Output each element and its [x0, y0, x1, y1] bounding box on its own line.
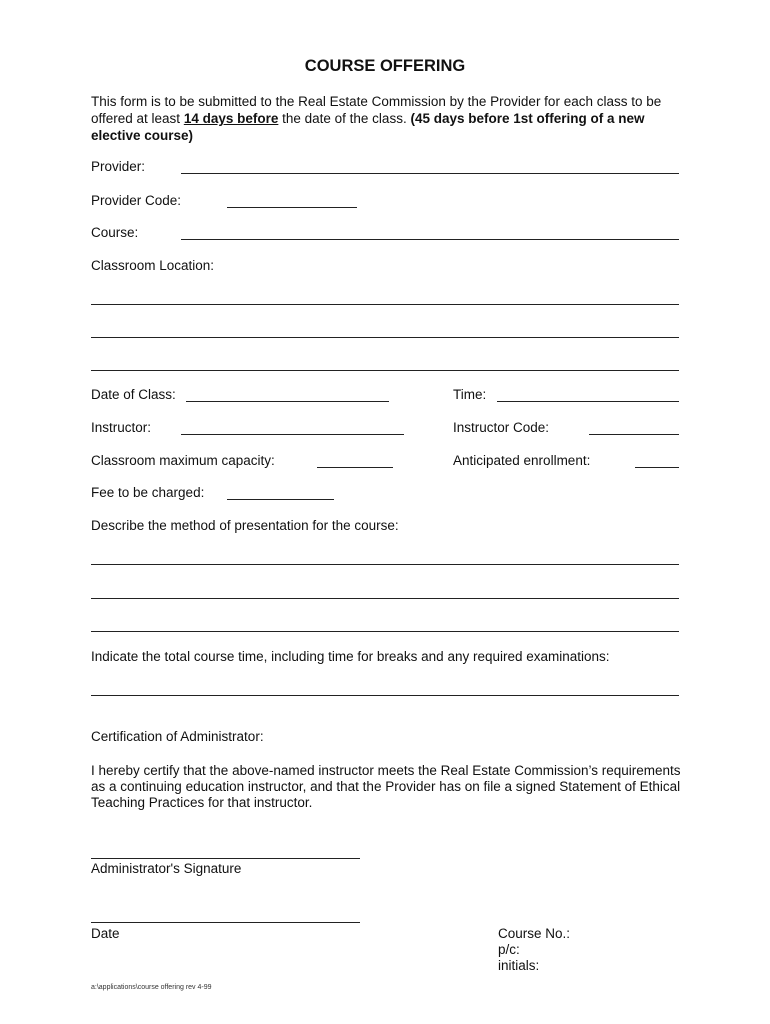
- fee-label: Fee to be charged:: [91, 485, 205, 500]
- provider-label: Provider:: [91, 159, 146, 174]
- enrollment-field[interactable]: [635, 467, 679, 468]
- page-title: COURSE OFFERING: [304, 57, 466, 75]
- provider-field[interactable]: [181, 173, 679, 174]
- classroom-location-line-2[interactable]: [91, 337, 679, 338]
- course-field[interactable]: [181, 239, 679, 240]
- intro-paragraph: This form is to be submitted to the Real Estate Commission by the Provider for each class to be offered at least 14 days before the date of the class. (45 days before 1st offering of a new elective course): [91, 94, 662, 143]
- time-label: Time:: [453, 387, 487, 402]
- date-field[interactable]: [91, 922, 360, 923]
- fee-field[interactable]: [227, 499, 334, 500]
- classroom-location-line-1[interactable]: [91, 304, 679, 305]
- administrator-signature-field[interactable]: [91, 858, 360, 859]
- initials-label: initials:: [498, 958, 540, 973]
- total-time-label: Indicate the total course time, including time for breaks and any required examinations:: [91, 649, 610, 664]
- method-line-2[interactable]: [91, 598, 679, 599]
- enrollment-label: Anticipated enrollment:: [453, 453, 591, 468]
- certification-text: I hereby certify that the above-named instructor meets the Real Estate Commission’s requirements as a continuing education instructor, and that the Provider has on file a signed Statement of Ethical Teaching Practices for that instructor.: [91, 763, 681, 810]
- provider-code-field[interactable]: [227, 207, 357, 208]
- administrator-signature-label: Administrator's Signature: [91, 861, 242, 876]
- course-no-label: Course No.:: [498, 926, 571, 941]
- classroom-location-line-3[interactable]: [91, 370, 679, 371]
- instructor-code-field[interactable]: [589, 434, 679, 435]
- method-line-3[interactable]: [91, 631, 679, 632]
- capacity-label: Classroom maximum capacity:: [91, 453, 275, 468]
- course-label: Course:: [91, 225, 139, 240]
- provider-code-label: Provider Code:: [91, 193, 182, 208]
- certification-heading: Certification of Administrator:: [91, 729, 264, 744]
- method-line-1[interactable]: [91, 564, 679, 565]
- total-time-field[interactable]: [91, 695, 679, 696]
- classroom-location-label: Classroom Location:: [91, 258, 215, 273]
- instructor-label: Instructor:: [91, 420, 152, 435]
- date-of-class-label: Date of Class:: [91, 387, 176, 402]
- instructor-code-label: Instructor Code:: [453, 420, 550, 435]
- pc-label: p/c:: [498, 942, 520, 957]
- method-label: Describe the method of presentation for the course:: [91, 518, 399, 533]
- date-of-class-field[interactable]: [186, 401, 389, 402]
- date-label: Date: [91, 926, 120, 941]
- footer-file-path: a:\applications\course offering rev 4-99: [91, 984, 212, 991]
- instructor-field[interactable]: [181, 434, 404, 435]
- capacity-field[interactable]: [317, 467, 393, 468]
- time-field[interactable]: [497, 401, 679, 402]
